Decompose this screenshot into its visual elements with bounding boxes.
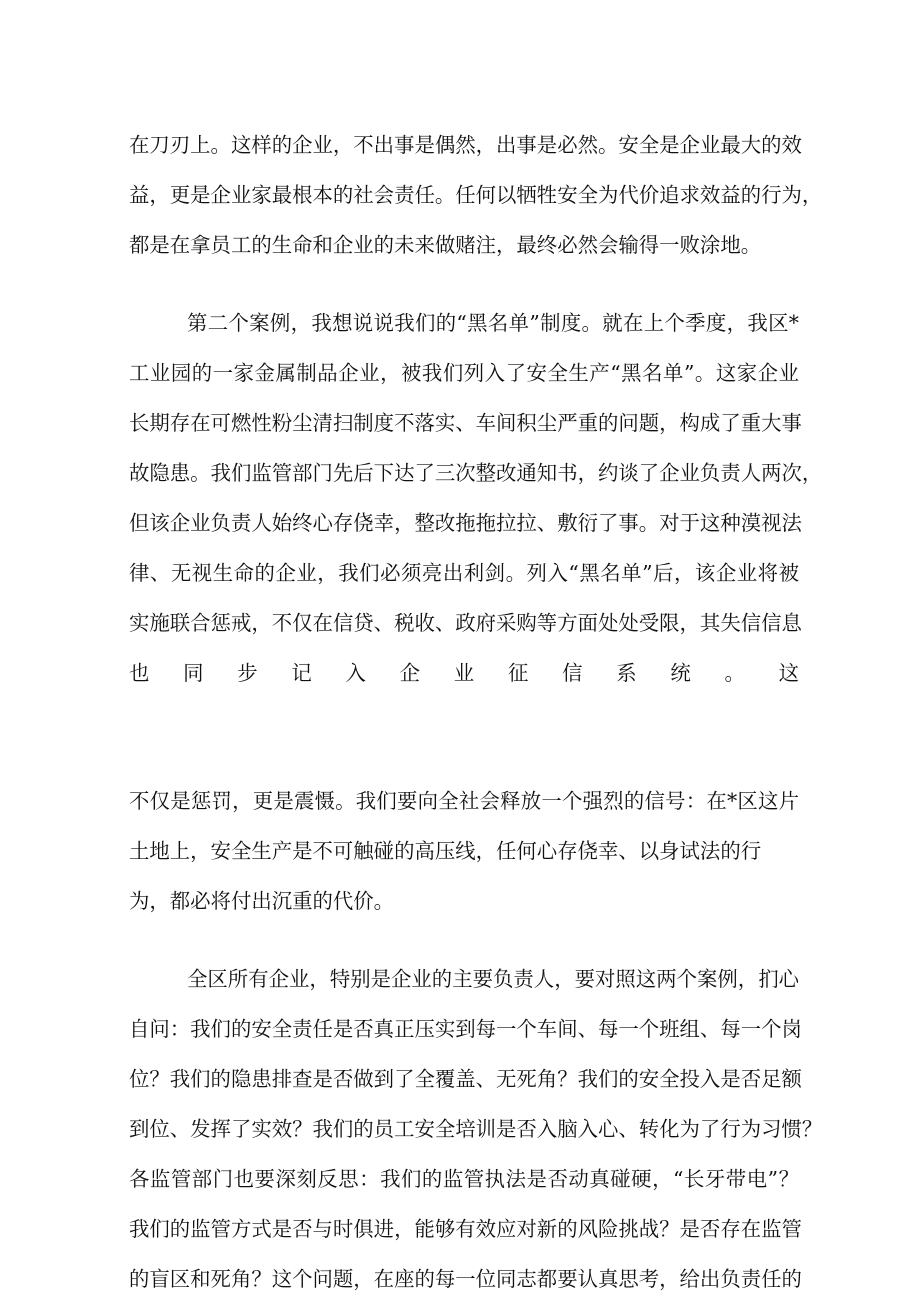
paragraph-2-line-1: 第二个案例，我想说说我们的“黑名单”制度。就在上个季度，我区* <box>187 311 799 335</box>
paragraph-2-line-5: 但该企业负责人始终心存侥幸，整改拖拖拉拉、敷衍了事。对于这种漠视法 <box>129 511 802 535</box>
paragraph-4-line-2: 自问：我们的安全责任是否真正压实到每一个车间、每一个班组、每一个岗 <box>129 1017 802 1041</box>
paragraph-1-line-2: 益，更是企业家最根本的社会责任。任何以牺牲安全为代价追求效益的行为， <box>129 183 823 207</box>
paragraph-1-line-3: 都是在拿员工的生命和企业的未来做赌注，最终必然会输得一败涂地。 <box>129 233 762 257</box>
paragraph-4-line-6: 我们的监管方式是否与时俱进，能够有效应对新的风险挑战？是否存在监管 <box>129 1217 802 1241</box>
paragraph-2-line-3: 长期存在可燃性粉尘清扫制度不落实、车间积尘严重的问题，构成了重大事 <box>129 411 802 435</box>
paragraph-2-line-8: 也同步记入企业征信系统。这 <box>129 661 799 685</box>
paragraph-2-line-6: 律、无视生命的企业，我们必须亮出利剑。列入“黑名单”后，该企业将被 <box>129 561 799 585</box>
paragraph-3-line-3: 为，都必将付出沉重的代价。 <box>129 889 395 913</box>
paragraph-2-line-9 <box>129 705 799 741</box>
paragraph-1-line-1: 在刀刃上。这样的企业，不出事是偶然，出事是必然。安全是企业最大的效 <box>129 133 802 157</box>
paragraph-3-line-1: 不仅是惩罚，更是震慑。我们要向全社会释放一个强烈的信号：在*区这片 <box>129 789 799 813</box>
paragraph-2-line-4: 故隐患。我们监管部门先后下达了三次整改通知书，约谈了企业负责人两次， <box>129 461 823 485</box>
paragraph-2-line-2: 工业园的一家金属制品企业，被我们列入了安全生产“黑名单”。这家企业 <box>129 361 799 385</box>
paragraph-4-line-7: 的盲区和死角？这个问题，在座的每一位同志都要认真思考，给出负责任的 <box>129 1267 802 1291</box>
paragraph-4-line-5: 各监管部门也要深刻反思：我们的监管执法是否动真碰硬，“长牙带电”？ <box>129 1167 799 1191</box>
paragraph-3-line-2: 土地上，安全生产是不可触碰的高压线，任何心存侥幸、以身试法的行 <box>129 839 762 863</box>
paragraph-4-line-3: 位？我们的隐患排查是否做到了全覆盖、无死角？我们的安全投入是否足额 <box>129 1067 802 1091</box>
paragraph-4-line-4: 到位、发挥了实效？我们的员工安全培训是否入脑入心、转化为了行为习惯？ <box>129 1117 823 1141</box>
paragraph-4-line-1: 全区所有企业，特别是企业的主要负责人，要对照这两个案例，扪心 <box>187 967 799 991</box>
paragraph-2-line-7: 实施联合惩戒，不仅在信贷、税收、政府采购等方面处处受限，其失信信息 <box>129 611 802 635</box>
